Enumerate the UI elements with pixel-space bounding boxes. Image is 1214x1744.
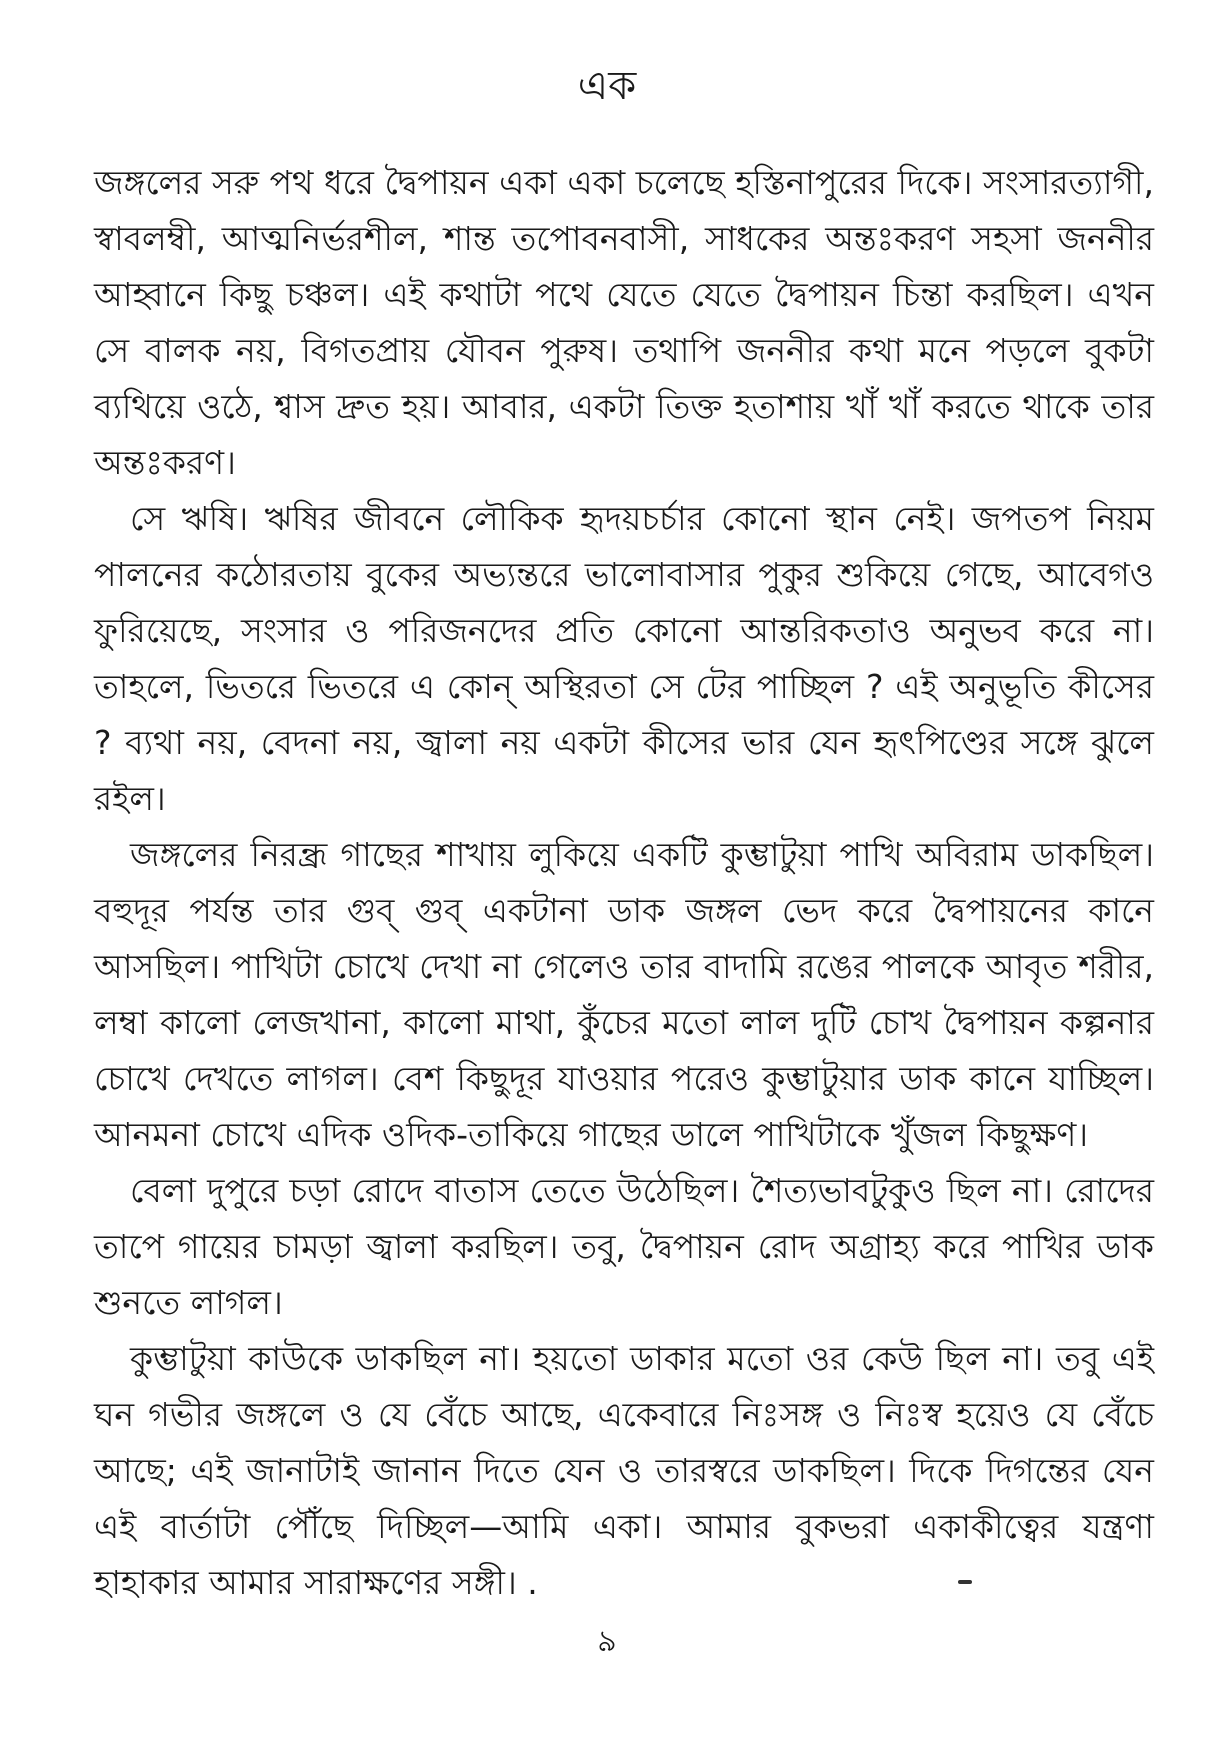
- paragraph-4: বেলা দুপুরে চড়া রোদে বাতাস তেতে উঠেছিল। শৈত্যভাবটুকুও ছিল না। রোদের তাপে গায়ের চামড়া জ্বালা করছিল। তবু, দ্বৈপায়ন রোদ অগ্রাহ্য করে পাখির ডাক শুনতে লাগল।: [94, 1171, 1154, 1322]
- paragraph-1: জঙ্গলের সরু পথ ধরে দ্বৈপায়ন একা একা চলেছে হস্তিনাপুরের দিকে। সংসারত্যাগী, স্বাবলম্বী, আত্মনির্ভরশীল, শান্ত তপোবনবাসী, সাধকের অন্তঃকরণ সহসা জননীর আহ্বানে কিছু চঞ্চল। এই কথাটা পথে যেতে যেতে দ্বৈপায়ন চিন্তা করছিল। এখন সে বালক নয়, বিগতপ্রায় যৌবন পুরুষ। তথাপি জননীর কথা মনে পড়লে বুকটা ব্যথিয়ে ওঠে, শ্বাস দ্রুত হয়। আবার, একটা তিক্ত হতাশায় খাঁ খাঁ করতে থাকে তার অন্তঃকরণ।: [94, 163, 1154, 482]
- paragraph-5: কুম্ভাটুয়া কাউকে ডাকছিল না। হয়তো ডাকার মতো ওর কেউ ছিল না। তবু এই ঘন গভীর জঙ্গলে ও যে বেঁচে আছে, একেবারে নিঃসঙ্গ ও নিঃস্ব হয়েও যে বেঁচে আছে; এই জানাটাই জানান দিতে যেন ও তারস্বরে ডাকছিল। দিকে দিগন্তের যেন এই বার্তাটা পৌঁছে দিচ্ছিল—আমি একা। আমার বুকভরা একাকীত্বের যন্ত্রণা হাহাকার আমার সারাক্ষণের সঙ্গী। .: [94, 1339, 1154, 1602]
- chapter-title: এক: [577, 63, 637, 109]
- body-text: [94, 155, 1154, 1611]
- ink-speck: [958, 1580, 972, 1584]
- paragraph-3: জঙ্গলের নিরন্ধ্র গাছের শাখায় লুকিয়ে একটি কুম্ভাটুয়া পাখি অবিরাম ডাকছিল। বহুদূর পর্যন্ত তার গুব্ গুব্ একটানা ডাক জঙ্গল ভেদ করে দ্বৈপায়নের কানে আসছিল। পাখিটা চোখে দেখা না গেলেও তার বাদামি রঙের পালকে আবৃত শরীর, লম্বা কালো লেজখানা, কালো মাথা, কুঁচের মতো লাল দুটি চোখ দ্বৈপায়ন কল্পনার চোখে দেখতে লাগল। বেশ কিছুদূর যাওয়ার পরেও কুম্ভাটুয়ার ডাক কানে যাচ্ছিল। আনমনা চোখে এদিক ওদিক-তাকিয়ে গাছের ডালে পাখিটাকে খুঁজল কিছুক্ষণ।: [94, 835, 1154, 1154]
- page-number: ৯: [597, 1624, 617, 1659]
- paragraph-2: সে ঋষি। ঋষির জীবনে লৌকিক হৃদয়চর্চার কোনো স্থান নেই। জপতপ নিয়ম পালনের কঠোরতায় বুকের অভ্যন্তরে ভালোবাসার পুকুর শুকিয়ে গেছে, আবেগও ফুরিয়েছে, সংসার ও পরিজনদের প্রতি কোনো আন্তরিকতাও অনুভব করে না। তাহলে, ভিতরে ভিতরে এ কোন্ অস্থিরতা সে টের পাচ্ছিল ? এই অনুভূতি কীসের ? ব্যথা নয়, বেদনা নয়, জ্বালা নয় একটা কীসের ভার যেন হৃৎপিণ্ডের সঙ্গে ঝুলে রইল।: [94, 499, 1154, 818]
